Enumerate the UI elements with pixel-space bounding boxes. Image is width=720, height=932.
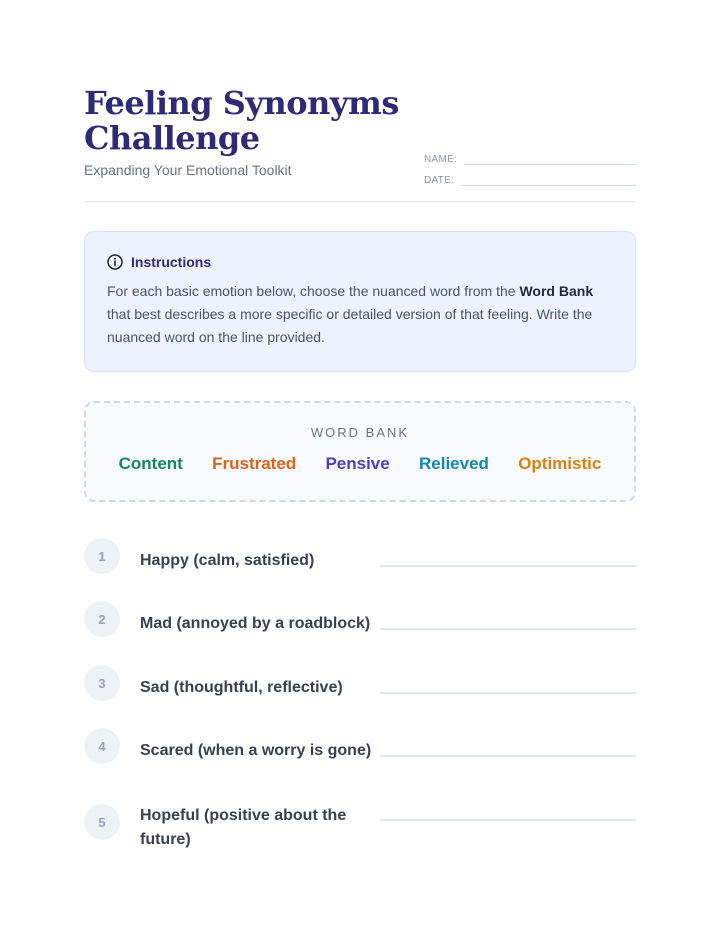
answer-line[interactable] bbox=[380, 819, 636, 821]
word-bank-word: Frustrated bbox=[212, 454, 297, 473]
question-number: 1 bbox=[84, 538, 120, 574]
instructions-heading-row bbox=[107, 254, 613, 270]
answer-line[interactable] bbox=[380, 565, 636, 567]
question-number: 5 bbox=[84, 804, 120, 840]
question-text: Hopeful (positive about the future) bbox=[140, 807, 347, 848]
worksheet-header bbox=[84, 86, 636, 204]
instructions-text: For each basic emotion below, choose the nuanced word from the Word Bank that best describes a more specific or detailed version of that feeling. Write the nuanced word on the line provided. bbox=[107, 283, 594, 345]
word-bank-word: Pensive bbox=[325, 454, 390, 473]
instructions-box bbox=[84, 231, 636, 372]
word-bank bbox=[84, 401, 636, 502]
date-row bbox=[424, 165, 636, 186]
header-divider bbox=[84, 201, 636, 202]
answer-line[interactable] bbox=[380, 628, 636, 630]
info-icon bbox=[107, 254, 123, 270]
question-number: 3 bbox=[84, 665, 120, 701]
word-bank-reference: Word Bank bbox=[519, 283, 594, 299]
question-text: Scared (when a worry is gone) bbox=[140, 742, 372, 759]
question-text: Happy (calm, satisfied) bbox=[140, 552, 315, 569]
question-number: 4 bbox=[84, 728, 120, 764]
student-info bbox=[424, 144, 636, 186]
name-label: NAME: bbox=[424, 154, 458, 165]
instructions-heading: Instructions bbox=[131, 254, 212, 270]
word-bank-word: Content bbox=[118, 454, 183, 473]
answer-line[interactable] bbox=[380, 755, 636, 757]
date-line[interactable] bbox=[461, 174, 636, 186]
word-bank-word: Relieved bbox=[418, 454, 489, 473]
page-subtitle: Expanding Your Emotional Toolkit bbox=[84, 162, 292, 178]
word-bank-words bbox=[86, 454, 634, 474]
date-label: DATE: bbox=[424, 175, 455, 186]
question-text: Mad (annoyed by a roadblock) bbox=[140, 615, 371, 632]
page-title: Feeling Synonyms Challenge bbox=[84, 84, 399, 157]
word-bank-word: Optimistic bbox=[518, 454, 602, 473]
name-row bbox=[424, 144, 636, 165]
name-line[interactable] bbox=[464, 153, 636, 165]
question-text: Sad (thoughtful, reflective) bbox=[140, 679, 343, 696]
question-number: 2 bbox=[84, 601, 120, 637]
answer-line[interactable] bbox=[380, 692, 636, 694]
word-bank-title: WORD BANK bbox=[310, 425, 410, 440]
